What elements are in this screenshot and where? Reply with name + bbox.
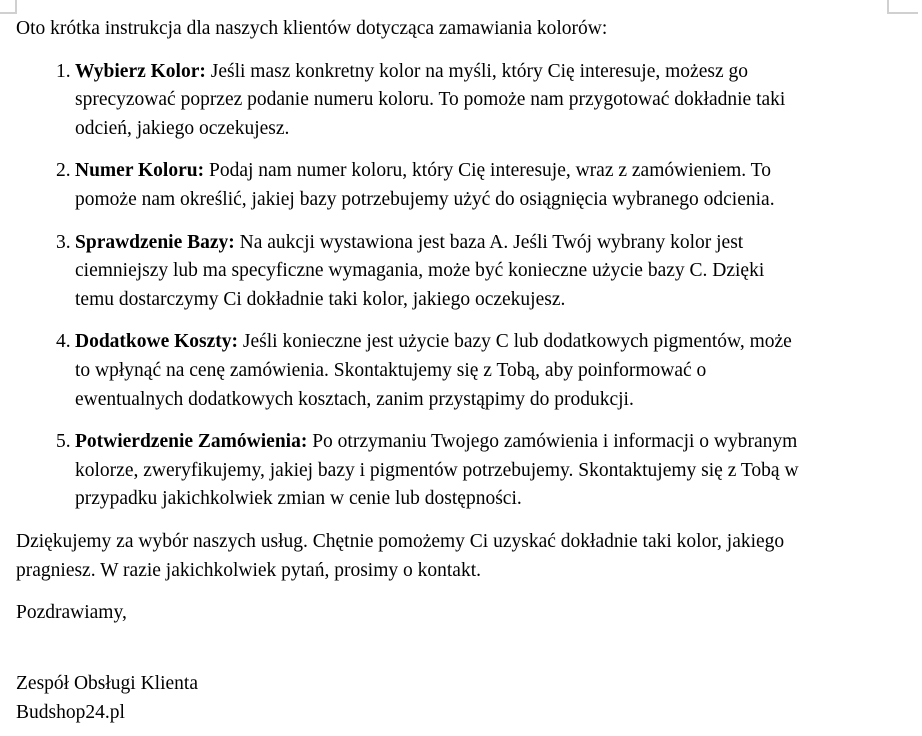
list-item <box>16 328 799 414</box>
list-item-lead: Sprawdzenie Bazy: <box>75 231 235 253</box>
text-run: Jeśli masz konkretny kolor na myśli, który Cię interesuje, możesz go <box>205 60 748 82</box>
signature-company-line: Budshop24.pl <box>16 701 125 723</box>
signature-team-line: Zespół Obsługi Klienta <box>16 673 198 695</box>
list-item <box>16 58 799 144</box>
text-run: Po otrzymaniu Twojego zamówienia i informacji o wybranym <box>307 431 798 453</box>
list-item-number: 3. <box>56 231 71 253</box>
list-item <box>16 157 799 214</box>
text-line <box>75 328 799 357</box>
text-line <box>75 428 799 457</box>
text-line: Oto krótka instrukcja dla naszych klientów dotycząca zamawiania kolorów: <box>16 18 608 39</box>
text-line: ciemniejszy lub ma specyficzne wymagania, może być konieczne użycie bazy C. Dzięki <box>75 260 765 282</box>
list-item <box>16 229 799 315</box>
list-item-number: 4. <box>56 331 71 353</box>
text-line: przypadku jakichkolwiek zmian w cenie lub dostępności. <box>75 488 522 510</box>
list-item-lead: Numer Koloru: <box>75 160 205 182</box>
text-line <box>75 229 799 258</box>
closing-paragraph <box>16 528 799 585</box>
list-item <box>16 428 799 514</box>
text-line: pragniesz. W razie jakichkolwiek pytań, prosimy o kontakt. <box>16 559 481 581</box>
list-item-number: 2. <box>56 160 71 182</box>
text-line: Dziękujemy za wybór naszych usług. Chętnie pomożemy Ci uzyskać dokładnie taki kolor, jakiego <box>16 530 785 552</box>
list-item-number: 5. <box>56 431 71 453</box>
instruction-list <box>16 58 799 514</box>
list-item-lead: Potwierdzenie Zamówienia: <box>75 431 308 453</box>
empty-paragraph <box>16 642 799 671</box>
intro-paragraph <box>16 15 799 44</box>
text-line: Pozdrawiamy, <box>16 602 127 624</box>
text-line <box>75 157 799 186</box>
text-run: Na aukcji wystawiona jest baza A. Jeśli Twój wybrany kolor jest <box>234 231 744 253</box>
text-run: Jeśli konieczne jest użycie bazy C lub dodatkowych pigmentów, może <box>238 331 792 353</box>
list-item-lead: Dodatkowe Koszty: <box>75 331 239 353</box>
text-run: Podaj nam numer koloru, który Cię interesuje, wraz z zamówieniem. To <box>204 160 771 182</box>
text-line: odcień, jakiego oczekujesz. <box>75 117 290 139</box>
text-line: pomoże nam określić, jakiej bazy potrzebujemy użyć do osiągnięcia wybranego odcienia. <box>75 188 775 210</box>
text-line: to wpłynąć na cenę zamówienia. Skontaktujemy się z Tobą, aby poinformować o <box>75 359 707 381</box>
text-line: kolorze, zweryfikujemy, jakiej bazy i pigmentów potrzebujemy. Skontaktujemy się z Tobą w <box>75 459 799 481</box>
text-line: temu dostarczymy Ci dokładnie taki kolor, jakiego oczekujesz. <box>75 288 566 310</box>
text-boundary-corner-top-right <box>887 0 918 14</box>
signoff-paragraph <box>16 599 799 628</box>
text-line: sprecyzować poprzez podanie numeru koloru. To pomoże nam przygotować dokładnie taki <box>75 89 786 111</box>
text-line <box>75 58 799 87</box>
signature-block <box>16 670 799 727</box>
list-item-number: 1. <box>56 60 71 82</box>
list-item-lead: Wybierz Kolor: <box>75 60 206 82</box>
text-line: ewentualnych dodatkowych kosztach, zanim przystąpimy do produkcji. <box>75 388 634 410</box>
